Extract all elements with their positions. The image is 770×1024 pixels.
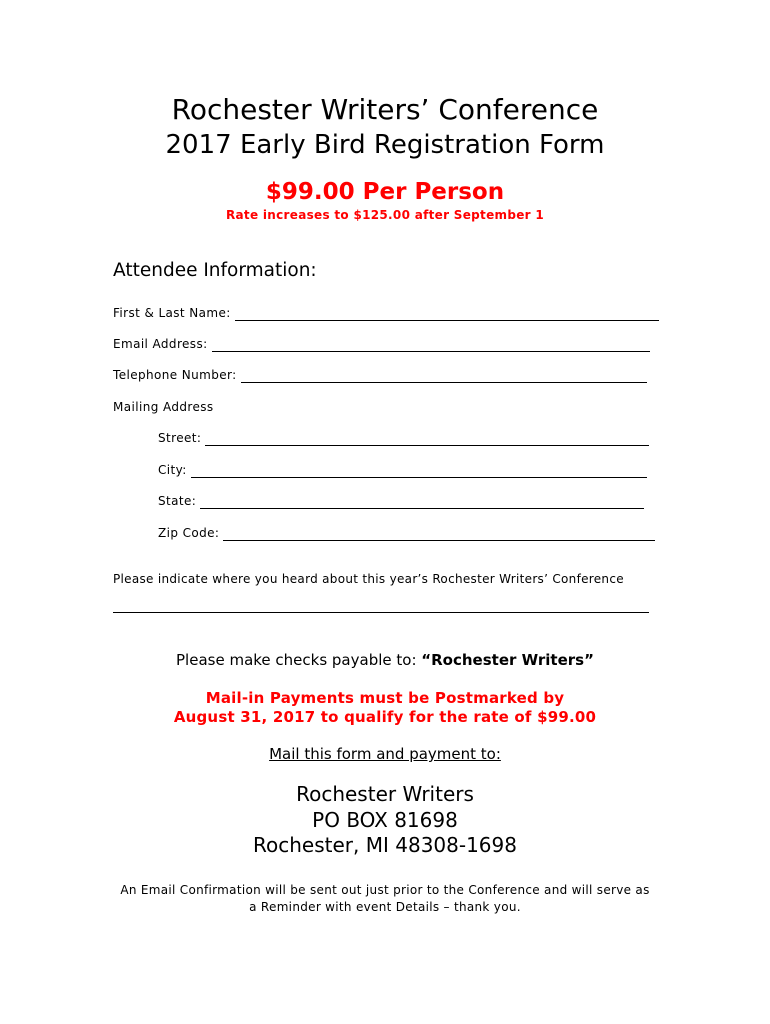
email-blank-line[interactable] bbox=[212, 340, 650, 352]
phone-label: Telephone Number: bbox=[113, 368, 237, 382]
mailing-address-line-3: Rochester, MI 48308-1698 bbox=[253, 833, 517, 857]
city-blank-line[interactable] bbox=[191, 466, 647, 478]
zip-code-blank-line[interactable] bbox=[223, 529, 655, 541]
rate-increase-note: Rate increases to $125.00 after September 1 bbox=[225, 208, 545, 222]
mailing-address-line-1: Rochester Writers bbox=[296, 782, 474, 806]
confirmation-note-line-1: An Email Confirmation will be sent out just prior to the Conference and will serve as bbox=[120, 883, 650, 897]
payable-to-line bbox=[0, 650, 770, 670]
city-label: City: bbox=[158, 463, 187, 477]
city-field[interactable] bbox=[158, 462, 647, 478]
referral-blank-line[interactable] bbox=[113, 612, 649, 613]
state-field[interactable] bbox=[158, 493, 644, 509]
attendee-section-heading: Attendee Information: bbox=[113, 260, 317, 281]
email-label: Email Address: bbox=[113, 337, 208, 351]
email-field[interactable] bbox=[113, 336, 650, 352]
postmark-notice-line-2: August 31, 2017 to qualify for the rate of $99.00 bbox=[173, 708, 597, 726]
zip-code-field[interactable] bbox=[158, 525, 655, 541]
state-blank-line[interactable] bbox=[200, 497, 644, 509]
phone-blank-line[interactable] bbox=[241, 371, 647, 383]
mail-instructions-text: Mail this form and payment to: bbox=[269, 745, 501, 763]
street-label: Street: bbox=[158, 431, 202, 445]
street-field[interactable] bbox=[158, 430, 649, 446]
price-heading: $99.00 Per Person bbox=[265, 179, 505, 205]
confirmation-note-line-2: a Reminder with event Details – thank you. bbox=[249, 900, 521, 914]
payable-to-prefix: Please make checks payable to: bbox=[176, 651, 422, 669]
mailing-address-label: Mailing Address bbox=[113, 400, 214, 414]
state-label: State: bbox=[158, 494, 197, 508]
name-label: First & Last Name: bbox=[113, 306, 231, 320]
mail-instructions bbox=[0, 744, 770, 764]
payee-name: “Rochester Writers” bbox=[421, 651, 594, 669]
phone-field[interactable] bbox=[113, 367, 647, 383]
form-subtitle: 2017 Early Bird Registration Form bbox=[165, 130, 605, 160]
referral-prompt: Please indicate where you heard about this year’s Rochester Writers’ Conference bbox=[113, 572, 624, 586]
street-blank-line[interactable] bbox=[205, 434, 649, 446]
name-blank-line[interactable] bbox=[235, 309, 659, 321]
mailing-address-line-2: PO BOX 81698 bbox=[312, 808, 458, 832]
zip-code-label: Zip Code: bbox=[158, 526, 220, 540]
postmark-notice-line-1: Mail-in Payments must be Postmarked by bbox=[205, 689, 565, 707]
name-field[interactable] bbox=[113, 305, 659, 321]
page-title: Rochester Writers’ Conference bbox=[171, 93, 599, 126]
